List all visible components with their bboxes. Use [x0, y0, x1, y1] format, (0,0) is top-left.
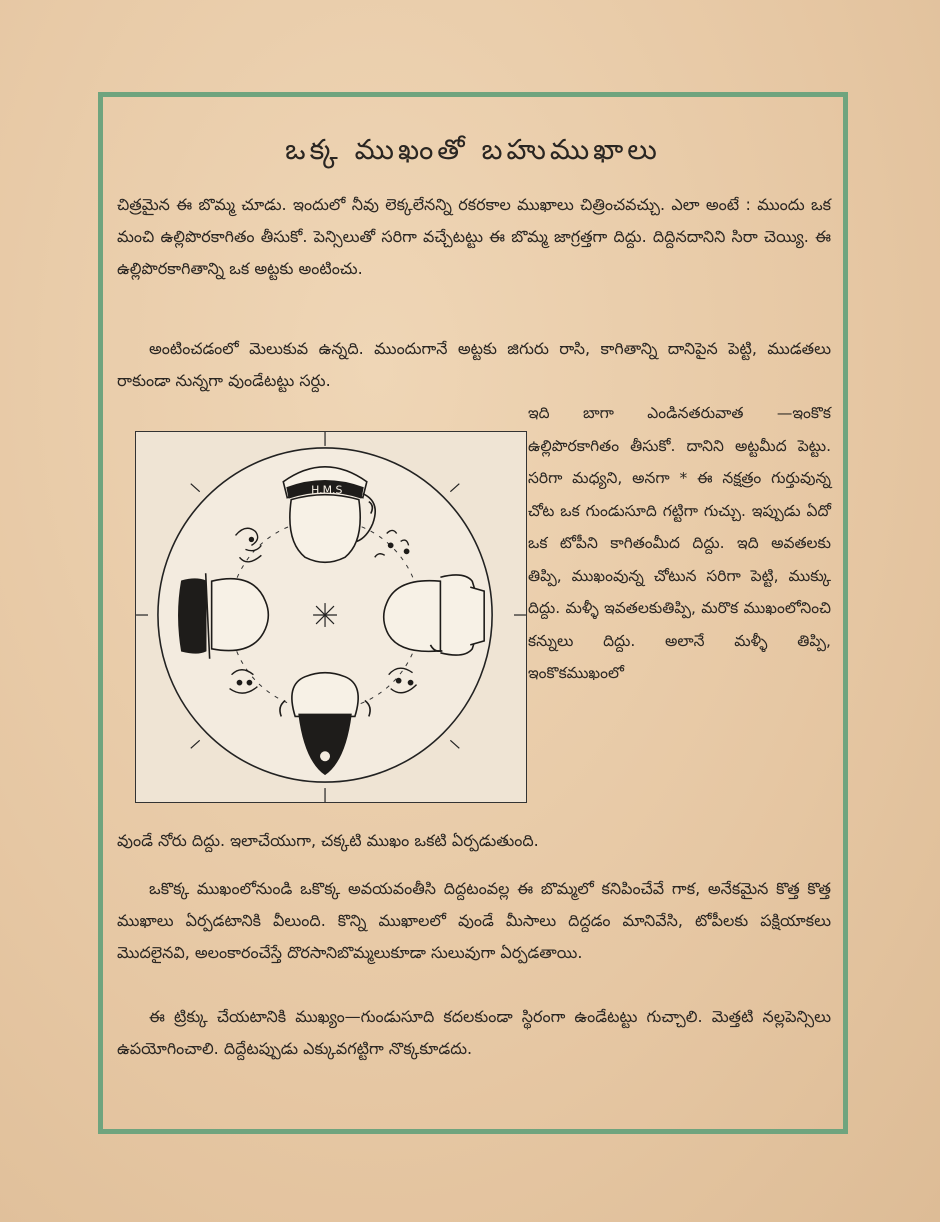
paragraph-pasting: అంటించడంలో మెలుకువ ఉన్నది. ముందుగానే అట్టకు జిగురు రాసి, కాగితాన్ని దానిపైన పెట్టి, ముడతలు రాకుండా నున్నగా వుండేటట్టు సర్దు. [117, 339, 831, 390]
faces-illustration [136, 432, 526, 802]
page-title: ఒక్క ముఖంతో బహుముఖాలు [285, 133, 661, 166]
paragraph-variations: ఒకొక్క ముఖంలోనుండి ఒకొక్క అవయవంతీసి దిద్దటంవల్ల ఈ బొమ్మలో కనిపించేవే గాక, అనేకమైన కొత్త కొత్త ముఖాలు ఏర్పడటానికి వీలుంది. కొన్ని ముఖాలలో వుండే మీసాలు దిద్దడం మానివేసి, టోపీలకు పక్షియాకలు మొదలైనవి, అలంకారంచేస్తే దొరసానిబొమ్మలుకూడా సులువుగా ఏర్పడతాయి. [117, 879, 831, 962]
cap-label: H.M.S [311, 483, 343, 497]
paragraph-intro: చిత్రమైన ఈ బొమ్మ చూడు. ఇందులో నీవు లెక్కలేనన్ని రకరకాల ముఖాలు చిత్రించవచ్చు. ఎలా అంటే : ముందు ఒక మంచి ఉల్లిపొరకాగితం తీసుకో. పెన్సిలుతో సరిగా వచ్చేటట్టు ఈ బొమ్మ జాగ్రత్తగా దిద్దు. దిద్దినదానిని సిరా చెయ్యి. ఈ ఉల్లిపొరకాగితాన్ని ఒక అట్టకు అంటించు. [117, 195, 831, 278]
center-star-icon [313, 603, 337, 627]
paragraph-steps-tail: వుండే నోరు దిద్దు. ఇలాచేయుగా, చక్కటి ముఖం ఒకటి ఏర్పడుతుంది. [117, 831, 539, 850]
paragraph-tips: ఈ ట్రిక్కు చేయటానికి ముఖ్యం—గుండుసూది కదలకుండా స్థిరంగా ఉండేటట్టు గుచ్చాలి. మెత్తటి నల్లపెన్సిలు ఉపయోగించాలి. దిద్దేటప్పుడు ఎక్కువగట్టిగా నొక్కకూడదు. [117, 1007, 831, 1058]
rotating-faces-figure [135, 431, 527, 803]
page-frame [98, 92, 848, 1134]
paragraph-steps-side: ఇది బాగా ఎండినతరువాత —ఇంకొక ఉల్లిపొరకాగితం తీసుకో. దానిని అట్టమీద పెట్టు. సరిగా మధ్యని, అనగా * ఈ నక్షత్రం గుర్తువున్న చోట ఒక గుండుసూది గట్టిగా గుచ్చు. ఇప్పుడు ఏదో ఒక టోపీని కాగితంమీద దిద్దు. ఇది అవతలకు తిప్పి, ముఖంవున్న చోటున సరిగా పెట్టి, ముక్కు దిద్దు. మళ్ళీ ఇవతలకుతిప్పి, మరొక ముఖంలోనించి కన్నులు దిద్దు. అలానే మళ్ళీ తిప్పి, ఇంకొకముఖంలో [528, 404, 831, 682]
